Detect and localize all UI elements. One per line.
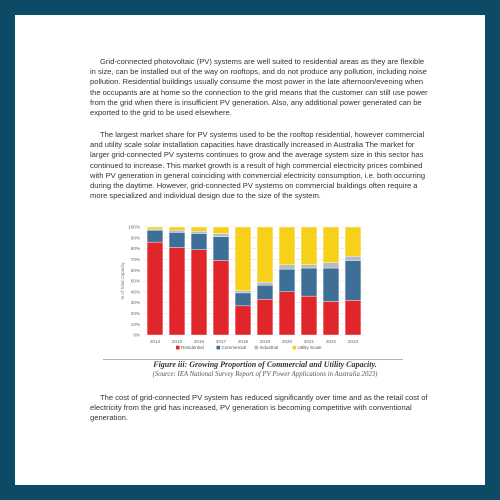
bar-utility-scale	[235, 227, 251, 291]
x-tick-label: 2016	[193, 339, 205, 344]
bar-residential	[279, 292, 295, 335]
x-tick-label: 2020	[281, 339, 293, 344]
bar-utility-scale	[257, 227, 273, 282]
x-tick-label: 2018	[237, 339, 249, 344]
bar-commercial	[323, 268, 339, 301]
bar-industrial	[169, 230, 185, 232]
x-tick-label: 2022	[325, 339, 337, 344]
legend-label: Residential	[181, 345, 204, 350]
bar-utility-scale	[169, 227, 185, 230]
bar-commercial	[257, 285, 273, 299]
x-tick-label: 2015	[171, 339, 183, 344]
bar-residential	[191, 250, 207, 335]
legend-swatch	[255, 346, 259, 350]
document-page	[15, 15, 485, 485]
legend-label: Utility Scale	[297, 345, 322, 350]
figure-caption-title: Figure iii: Growing Proportion of Commercial and Utility Capacity.	[153, 360, 377, 369]
x-tick-label: 2021	[303, 339, 315, 344]
bar-industrial	[345, 256, 361, 260]
paragraph-1: Grid-connected photovoltaic (PV) systems are well suited to residential areas as they are flexible in size, can be installed out of the way on rooftops, and do not produce any pollution, including noise pollution. Residential buildings usually consume the most power in the late afternoon/evening when the occupants are at home so the connection to the grid means that the customer can still use power from the grid when there is insufficient PV generation. Also, any additional power generated can be exported to the grid to be used elsewhere.	[90, 57, 428, 118]
bar-residential	[257, 299, 273, 335]
y-tick-label: 30%	[130, 300, 140, 306]
capacity-bar-chart	[118, 223, 370, 358]
bar-industrial	[191, 231, 207, 233]
bar-residential	[235, 306, 251, 335]
y-tick-label: 80%	[130, 246, 140, 252]
y-tick-label: 100%	[128, 224, 140, 230]
bar-commercial	[191, 233, 207, 249]
bar-industrial	[257, 282, 273, 285]
bar-commercial	[213, 237, 229, 261]
y-tick-label: 0%	[133, 332, 140, 338]
legend-swatch	[217, 346, 221, 350]
legend-swatch	[176, 346, 180, 350]
paragraph-2: The largest market share for PV systems used to be the rooftop residential, however commercial and utility scale solar installation capacities have drastically increased in Australia The market for larger grid-connected PV systems continues to grow and the average system size in this sector has continued to increase. This market growth is a result of high commercial electricity prices combined with PV generation in general coinciding with commercial electricity consumption, i.e. both occurring during the daytime. However, grid-connected PV systems on commercial buildings often require a more specialized and individual design due to the size of the system.	[90, 130, 426, 201]
y-tick-label: 60%	[130, 267, 140, 273]
bar-residential	[323, 302, 339, 335]
bar-industrial	[279, 265, 295, 269]
y-tick-label: 50%	[130, 278, 140, 284]
bar-utility-scale	[279, 227, 295, 265]
bar-utility-scale	[191, 227, 207, 231]
legend-label: Industrial	[259, 345, 279, 350]
x-tick-label: 2017	[215, 339, 227, 344]
bar-commercial	[279, 269, 295, 292]
legend-label: Commercial	[221, 345, 247, 350]
bar-commercial	[235, 293, 251, 306]
paragraph-3: The cost of grid-connected PV system has reduced significantly over time and as the retail cost of electricity from the grid has increased, PV generation is becoming competitive with conventional generation.	[90, 393, 428, 423]
bar-utility-scale	[323, 227, 339, 263]
bar-commercial	[147, 230, 163, 242]
bar-residential	[345, 300, 361, 335]
bar-residential	[169, 248, 185, 335]
y-tick-label: 40%	[130, 289, 140, 295]
bar-utility-scale	[301, 227, 317, 265]
figure-caption	[85, 360, 445, 379]
x-tick-label: 2019	[259, 339, 271, 344]
y-tick-label: 20%	[130, 311, 140, 316]
bar-utility-scale	[213, 227, 229, 233]
bar-industrial	[235, 291, 251, 293]
bar-utility-scale	[345, 227, 361, 256]
bar-residential	[147, 242, 163, 335]
y-axis-label: % of Total Capacity	[120, 262, 125, 300]
x-tick-label: 2023	[347, 339, 359, 344]
y-tick-label: 10%	[130, 321, 140, 327]
bar-residential	[213, 260, 229, 335]
bar-utility-scale	[147, 227, 163, 229]
legend-swatch	[293, 346, 297, 350]
bar-industrial	[301, 265, 317, 268]
bar-commercial	[169, 232, 185, 247]
figure-caption-source: (Source: IEA National Survey Report of PV Power Applications in Australia 2023)	[152, 371, 378, 378]
y-tick-label: 70%	[130, 257, 140, 262]
bar-industrial	[213, 233, 229, 236]
bar-commercial	[301, 268, 317, 296]
x-tick-label: 2014	[149, 339, 161, 344]
y-tick-label: 90%	[130, 235, 140, 241]
bar-industrial	[323, 263, 339, 268]
bar-residential	[301, 296, 317, 335]
bar-commercial	[345, 260, 361, 300]
